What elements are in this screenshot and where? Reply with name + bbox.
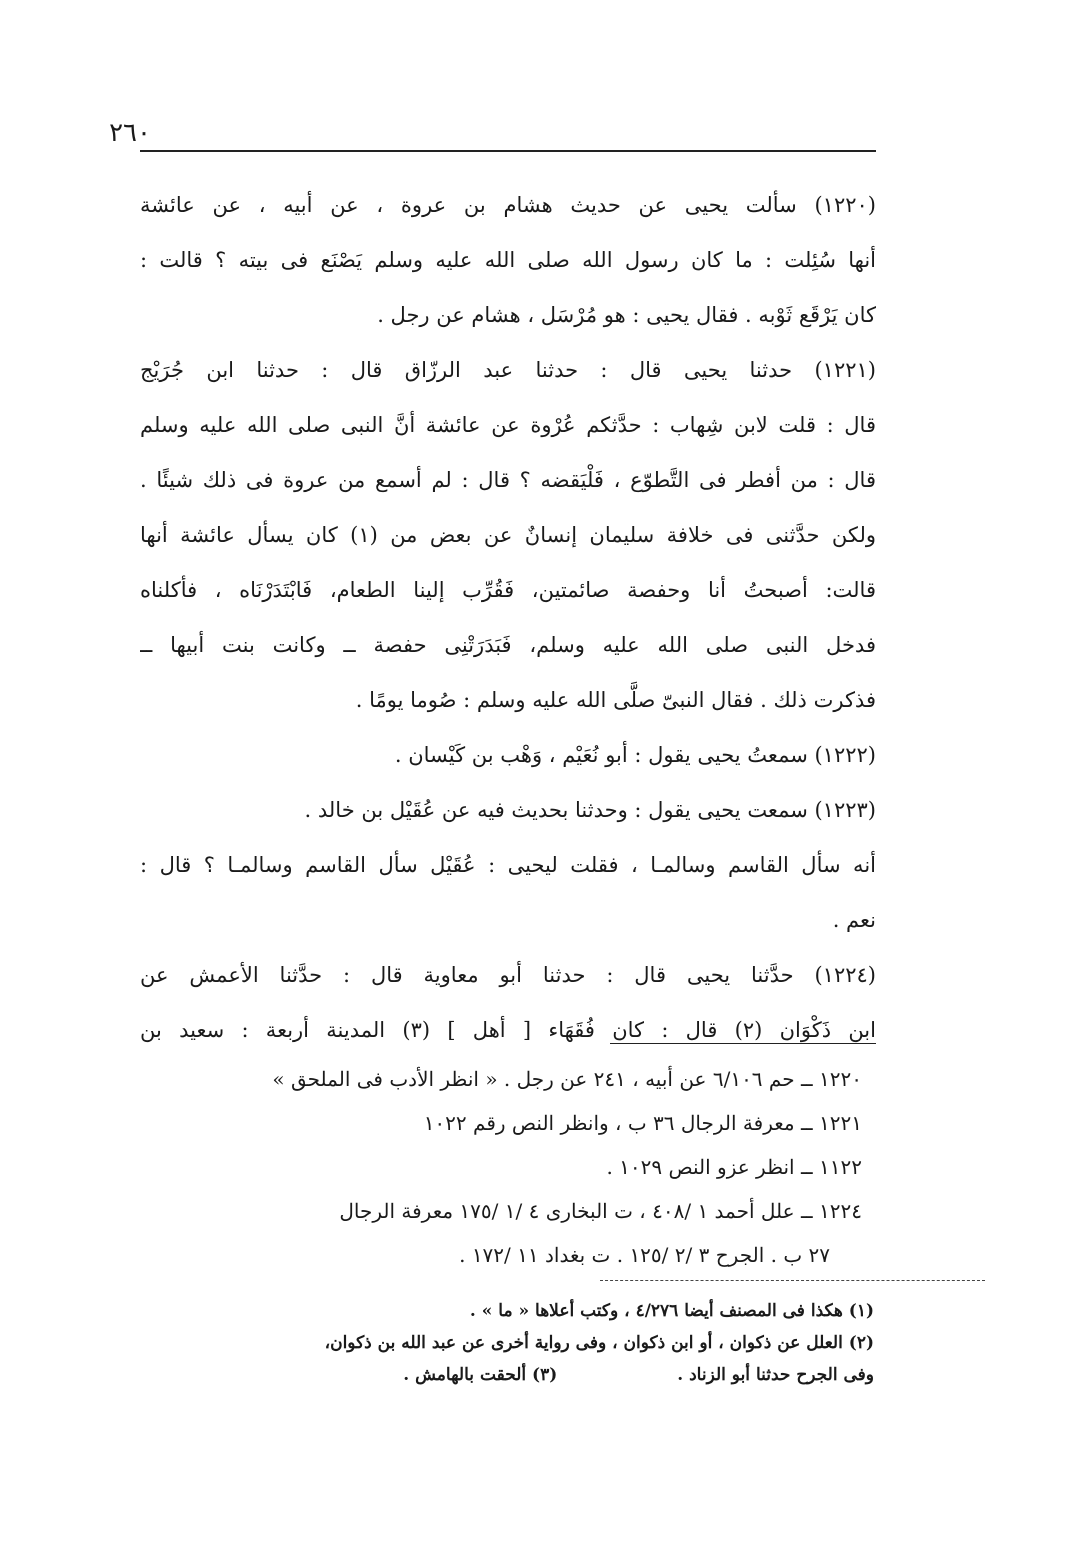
reference-line: ١٢٢١ ــ معرفة الرجال ٣٦ ب ، وانظر النص رقم ١٠٢٢ [423,1111,862,1135]
text-line: فدخل النبى صلى الله عليه وسلم، فَبَدَرَتْنِى حفصة ــ وكانت بنت أبيها ــ [140,633,876,657]
text-line: ولكن حدَّثنى فى خلافة سليمان إنسانٌ عن بعض من (١) كان يسأل عائشة أنها [140,523,876,547]
references [140,1057,870,1277]
text-line: قالت: أصبحتُ أنا وحفصة صائمتين، فَقُرِّب إلينا الطعام، فَابْتَدَرْنَاه ، فأكلناه [140,578,876,602]
text-line: فذكرت ذلك . فقال النبىّ صلَّى الله عليه وسلم : صُوما يومًا . [355,688,876,712]
text-line: كان يَرْقَع ثَوْبه . فقال يحيى : هو مُرْسَل ، هشام عن رجل . [377,303,876,327]
footnote-2-continued: وفى الجرح حدثنا أبو الزناد . [677,1365,874,1385]
text-line: (١٢٢٤) حدَّثنا يحيى قال : حدثنا أبو معاوية قال : حدَّثنا الأعمش عن [140,963,876,987]
footnote-3: (٣) ألحقت بالهامش . [403,1365,558,1385]
text-line: (١٢٢٣) سمعت يحيى يقول : وحدثنا بحديث فيه عن عُقَيْل بن خالد . [304,798,876,822]
footnote-1: (١) هكذا فى المصنف أيضا ٤/٢٧٦ ، وكتب أعلاها « ما » . [469,1301,874,1321]
footnotes [140,1295,882,1391]
text-line: (١٢٢٠) سألت يحيى عن حديث هشام بن عروة ، عن أبيه ، عن عائشة [140,193,876,217]
footnote-row [140,1359,882,1391]
text-line: نعم . [832,908,876,932]
footnote-2: (٢) العلل عن ذكوان ، أو ابن ذكوان ، وفى رواية أخرى عن عبد الله بن ذكوان، [324,1333,874,1353]
text-line: أنها سُئِلت : ما كان رسول الله صلى الله عليه وسلم يَصْنَع فى بيته ؟ قالت : [140,248,876,272]
reference-line: ٢٧ ب . الجرح ٣ /٢ /١٢٥ . ت بغداد ١١ /١٧٢ . [459,1243,830,1267]
page-number: ٢٦٠ [109,118,151,148]
text-line: (١٢٢١) حدثنا يحيى قال : حدثنا عبد الرزّاق قال : حدثنا ابن جُرَيْج [140,358,876,382]
main-text [140,178,876,1058]
text-line: أنه سأل القاسم وسالمـا ، فقلت ليحيى : عُقَيْل سأل القاسم وسالمـا ؟ قال : [140,853,876,877]
reference-line: ١١٢٢ ــ انظر عزو النص ١٠٢٩ . [606,1155,862,1179]
footnotes-rule [600,1280,985,1281]
references-rule [610,1043,876,1044]
text-line: ابن ذَكْوَان (٢) قال : كان فُقَهَاء [ أهل ] (٣) المدينة أربعة : سعيد بن [140,1018,876,1042]
header-rule [140,150,876,152]
reference-line: ١٢٢٠ ــ حم ٦/١٠٦ عن أبيه ، ٢٤١ عن رجل . « انظر الأدب فى الملحق » [272,1067,862,1091]
text-line: قال : قلت لابن شِهاب : حدَّثكم عُرْوة عن عائشة أنَّ النبى صلى الله عليه وسلم [140,413,876,437]
reference-line: ١٢٢٤ ــ علل أحمد ١ /٤٠٨ ، ت البخارى ٤ /١ /١٧٥ معرفة الرجال [339,1199,862,1223]
text-line: قال : من أفطر فى التَّطوّع ، فَلْيَقضه ؟ قال : لم أسمع من عروة فى ذلك شيئًا . [140,468,876,492]
text-line: (١٢٢٢) سمعتُ يحيى يقول : أبو نُعَيْم ، وَهْب بن كَيْسان . [394,743,876,767]
